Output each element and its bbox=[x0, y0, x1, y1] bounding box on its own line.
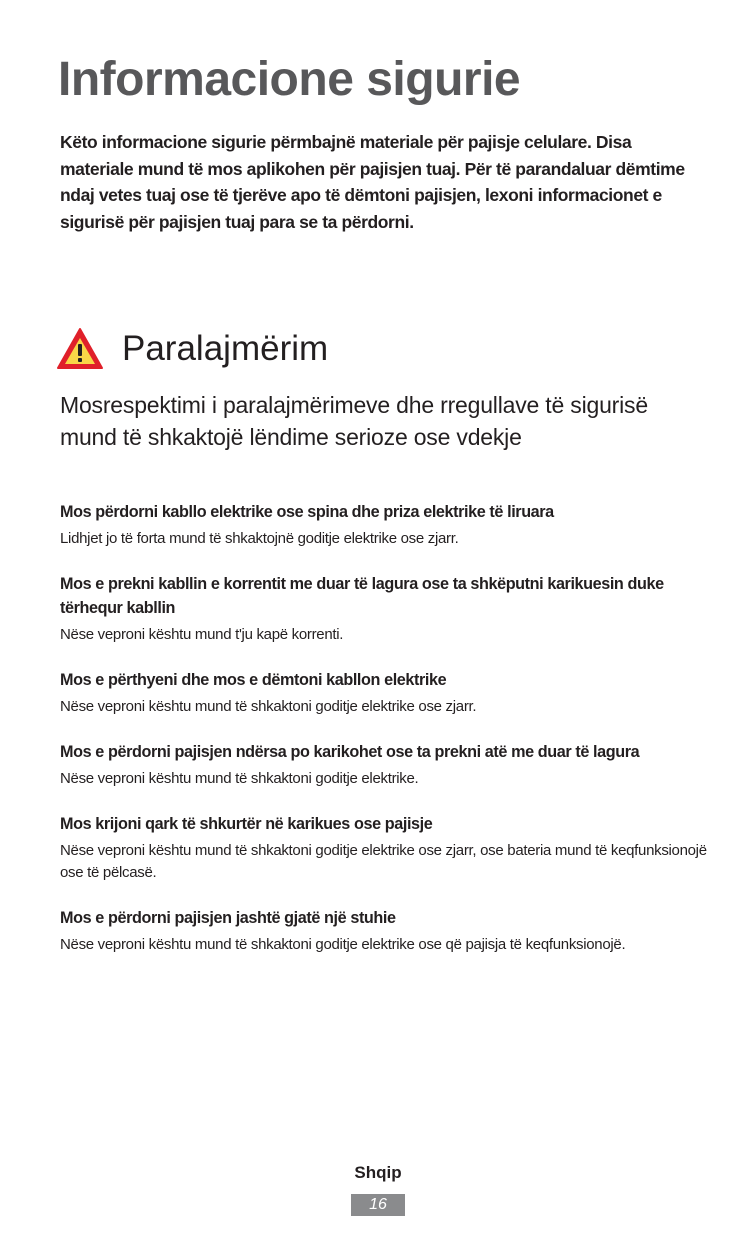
rule-text: Nëse veproni kështu mund t'ju kapë korrenti. bbox=[60, 626, 344, 643]
rule-heading: Mos krijoni qark të shkurtër në karikues ose pajisje bbox=[60, 815, 433, 833]
rule-heading: Mos përdorni kabllo elektrike ose spina dhe priza elektrike të liruara bbox=[60, 503, 554, 521]
safety-rules-list bbox=[60, 500, 708, 978]
rule-heading: Mos e prekni kabllin e korrentit me duar të lagura ose ta shkëputni karikuesin duke tërhequr kabllin bbox=[60, 575, 664, 617]
rule-text: Nëse veproni kështu mund të shkaktoni goditje elektrike ose që pajisja të keqfunksionojë. bbox=[60, 936, 626, 953]
rule-text: Lidhjet jo të forta mund të shkaktojnë goditje elektrike ose zjarr. bbox=[60, 530, 459, 547]
rule-heading: Mos e përdorni pajisjen ndërsa po karikohet ose ta prekni atë me duar të lagura bbox=[60, 743, 640, 761]
safety-rule bbox=[60, 906, 708, 956]
safety-rule bbox=[60, 572, 708, 646]
page-title: Informacione sigurie bbox=[58, 53, 521, 106]
rule-text: Nëse veproni kështu mund të shkaktoni goditje elektrike ose zjarr. bbox=[60, 698, 477, 715]
rule-heading: Mos e përdorni pajisjen jashtë gjatë një stuhie bbox=[60, 909, 396, 927]
rule-text: Nëse veproni kështu mund të shkaktoni goditje elektrike ose zjarr, ose bateria mund të keqfunksionojë ose të pëlcasë. bbox=[60, 842, 707, 881]
safety-rule bbox=[60, 668, 708, 718]
warning-triangle-icon bbox=[56, 327, 104, 371]
warning-subtitle: Mosrespektimi i paralajmërimeve dhe rregullave të sigurisë mund të shkaktojë lëndime serioze ose vdekje bbox=[60, 392, 648, 450]
footer-language: Shqip bbox=[354, 1163, 402, 1182]
page-number: 16 bbox=[351, 1194, 405, 1216]
rule-text: Nëse veproni kështu mund të shkaktoni goditje elektrike. bbox=[60, 770, 419, 787]
safety-rule bbox=[60, 740, 708, 790]
rule-heading: Mos e përthyeni dhe mos e dëmtoni kabllon elektrike bbox=[60, 671, 447, 689]
safety-rule bbox=[60, 500, 708, 550]
safety-rule bbox=[60, 812, 708, 884]
warning-title: Paralajmërim bbox=[122, 329, 329, 368]
intro-paragraph: Këto informacione sigurie përmbajnë materiale për pajisje celulare. Disa materiale mund të mos aplikohen për pajisjen tuaj. Për të parandaluar dëmtime ndaj vetes tuaj ose të tjerëve apo të dëmtoni pajisjen, lexoni informacionet e sigurisë për pajisjen tuaj para se ta përdorni. bbox=[60, 132, 685, 232]
warning-header bbox=[56, 324, 328, 374]
